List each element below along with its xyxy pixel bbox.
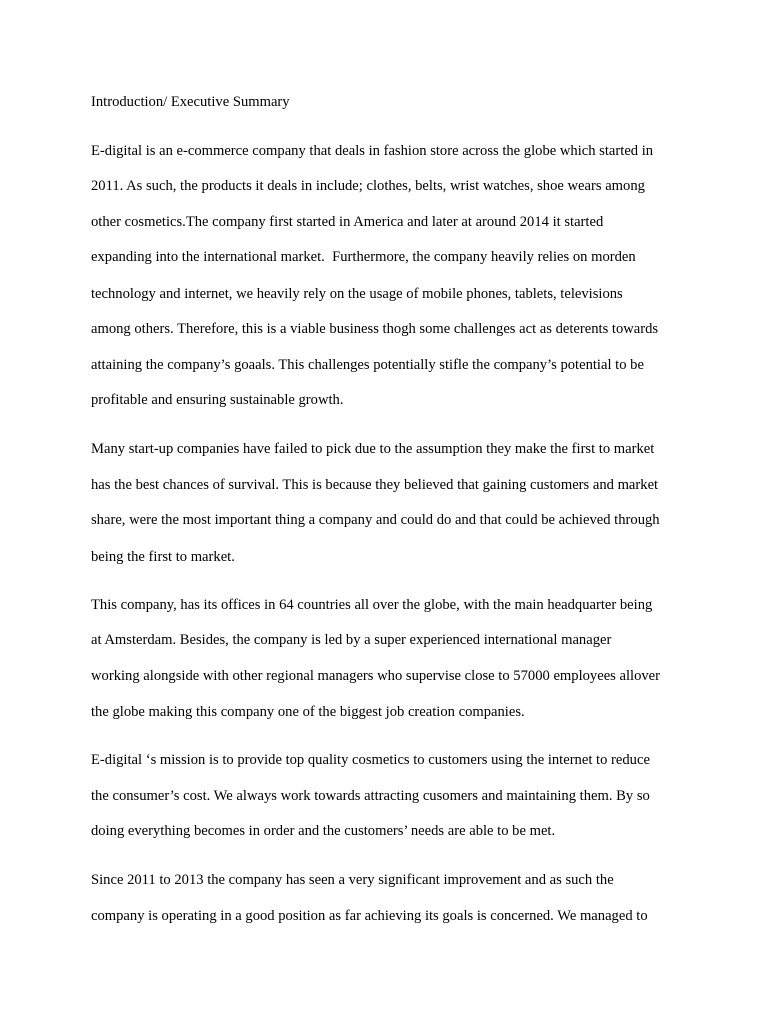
section-heading: Introduction/ Executive Summary — [91, 94, 290, 110]
paragraph-4-line-3: doing everything becomes in order and the customers’ needs are able to be met. — [91, 823, 556, 839]
paragraph-4-line-1: E-digital ‘s mission is to provide top quality cosmetics to customers using the internet to reduce — [91, 752, 650, 768]
paragraph-3-line-3: working alongside with other regional managers who supervise close to 57000 employees allover — [91, 668, 661, 684]
paragraph-1-line-7: attaining the company’s goaals. This challenges potentially stifle the company’s potential to be — [91, 357, 644, 373]
paragraph-1-line-1: E-digital is an e-commerce company that deals in fashion store across the globe which started in — [91, 143, 654, 159]
paragraph-1-line-5: technology and internet, we heavily rely on the usage of mobile phones, tablets, televisions — [91, 286, 623, 302]
paragraph-2-line-2: has the best chances of survival. This is because they believed that gaining customers and market — [91, 477, 659, 493]
paragraph-4-line-2: the consumer’s cost. We always work towards attracting cusomers and maintaining them. By so — [91, 788, 650, 804]
paragraph-5-line-2: company is operating in a good position as far achieving its goals is concerned. We managed to — [91, 908, 648, 924]
paragraph-3-line-2: at Amsterdam. Besides, the company is led by a super experienced international manager — [91, 632, 612, 648]
paragraph-1-line-2: 2011. As such, the products it deals in include; clothes, belts, wrist watches, shoe wears among — [91, 178, 645, 194]
paragraph-3-line-4: the globe making this company one of the biggest job creation companies. — [91, 704, 525, 720]
paragraph-5-line-1: Since 2011 to 2013 the company has seen a very significant improvement and as such the — [91, 872, 614, 888]
paragraph-1-line-4: expanding into the international market. Furthermore, the company heavily relies on morden — [91, 249, 636, 265]
paragraph-2-line-1: Many start-up companies have failed to pick due to the assumption they make the first to market — [91, 441, 655, 457]
paragraph-1-line-6: among others. Therefore, this is a viable business thogh some challenges act as deterents towards — [91, 321, 659, 337]
paragraph-2-line-4: being the first to market. — [91, 549, 235, 565]
paragraph-2-line-3: share, were the most important thing a company and could do and that could be achieved through — [91, 512, 660, 528]
paragraph-3-line-1: This company, has its offices in 64 countries all over the globe, with the main headquarter being — [91, 597, 653, 613]
paragraph-1-line-3: other cosmetics.The company first started in America and later at around 2014 it started — [91, 214, 604, 230]
paragraph-1-line-8: profitable and ensuring sustainable growth. — [91, 392, 344, 408]
